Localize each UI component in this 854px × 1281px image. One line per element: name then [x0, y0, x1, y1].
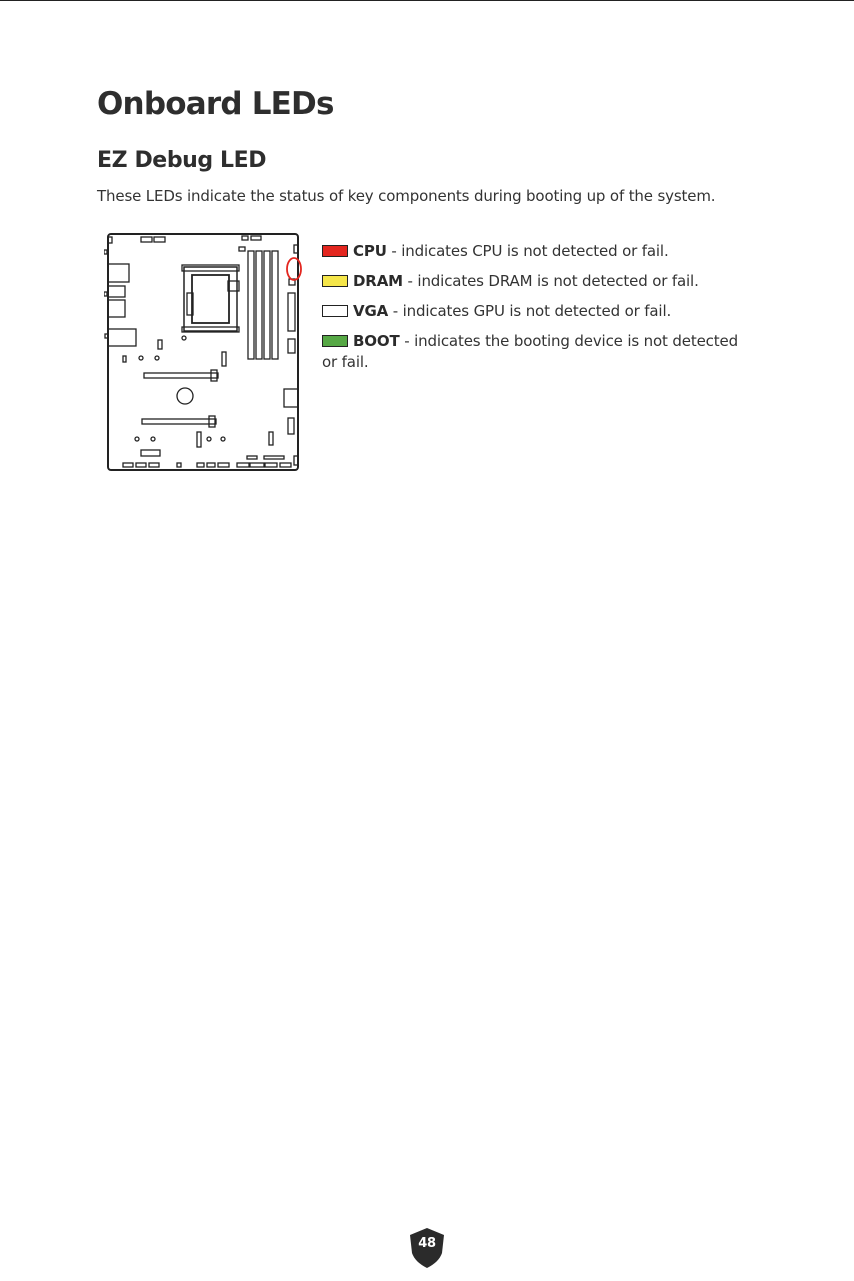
led-description: - indicates DRAM is not detected or fail. — [402, 272, 699, 290]
board-component — [294, 245, 298, 253]
dimm-slot — [248, 251, 254, 359]
board-component — [294, 456, 298, 465]
board-component — [239, 247, 245, 251]
board-component — [288, 418, 294, 434]
board-component — [141, 237, 152, 242]
board-component — [264, 456, 284, 459]
board-component — [269, 432, 273, 445]
dimm-slot — [264, 251, 270, 359]
page-title: Onboard LEDs — [97, 86, 334, 122]
board-component — [177, 388, 193, 404]
board-component — [197, 432, 201, 447]
led-legend — [322, 241, 752, 382]
board-component — [182, 265, 239, 271]
board-component — [151, 437, 155, 441]
board-component — [211, 370, 217, 381]
led-description: - indicates CPU is not detected or fail. — [386, 242, 669, 260]
pcie-slot — [144, 373, 218, 378]
section-title: EZ Debug LED — [97, 148, 267, 173]
dimm-slot — [256, 251, 262, 359]
board-component — [108, 329, 136, 346]
board-component — [108, 264, 129, 282]
top-rule — [0, 0, 854, 1]
dimm-slot — [272, 251, 278, 359]
board-component — [265, 463, 277, 467]
board-component — [108, 237, 112, 243]
led-name: DRAM — [353, 272, 403, 290]
led-item-dram — [322, 271, 752, 292]
led-swatch-dram — [322, 275, 348, 287]
board-component — [242, 236, 248, 240]
board-component — [108, 300, 125, 317]
board-component — [108, 286, 125, 297]
board-component — [288, 293, 295, 331]
led-name: BOOT — [353, 332, 400, 350]
board-component — [251, 236, 261, 240]
board-component — [280, 463, 291, 467]
board-component — [182, 336, 186, 340]
board-component — [197, 463, 204, 467]
board-component — [284, 389, 298, 407]
board-component — [136, 463, 146, 467]
led-description: - indicates GPU is not detected or fail. — [388, 302, 672, 320]
board-component — [247, 456, 257, 459]
motherboard-diagram — [104, 231, 302, 473]
board-component — [141, 450, 160, 456]
board-component — [154, 237, 165, 242]
board-component — [139, 356, 143, 360]
board-component — [218, 463, 229, 467]
led-name: CPU — [353, 242, 387, 260]
led-item-cpu — [322, 241, 752, 262]
board-component — [104, 292, 107, 296]
board-component — [123, 463, 133, 467]
led-item-vga — [322, 301, 752, 322]
led-swatch-vga — [322, 305, 348, 317]
page-number: 48 — [418, 1236, 436, 1251]
board-component — [207, 437, 211, 441]
cpu-socket-inner — [192, 275, 229, 323]
led-swatch-cpu — [322, 245, 348, 257]
board-component — [149, 463, 159, 467]
board-component — [135, 437, 139, 441]
board-component — [177, 463, 181, 467]
board-component — [123, 356, 126, 362]
pcie-slot — [142, 419, 216, 424]
board-component — [104, 250, 107, 254]
led-item-boot — [322, 331, 752, 373]
led-name: VGA — [353, 302, 389, 320]
board-component — [105, 334, 108, 338]
board-component — [155, 356, 159, 360]
board-component — [237, 463, 249, 467]
board-component — [221, 437, 225, 441]
board-component — [288, 339, 295, 353]
board-component — [158, 340, 162, 349]
board-component — [209, 416, 215, 427]
m2-slot — [222, 352, 226, 366]
section-intro: These LEDs indicate the status of key components during booting up of the system. — [97, 187, 716, 205]
led-swatch-boot — [322, 335, 348, 347]
board-component — [250, 463, 264, 467]
led-description: - indicates the booting device is not detected or fail. — [322, 332, 738, 371]
board-component — [207, 463, 215, 467]
